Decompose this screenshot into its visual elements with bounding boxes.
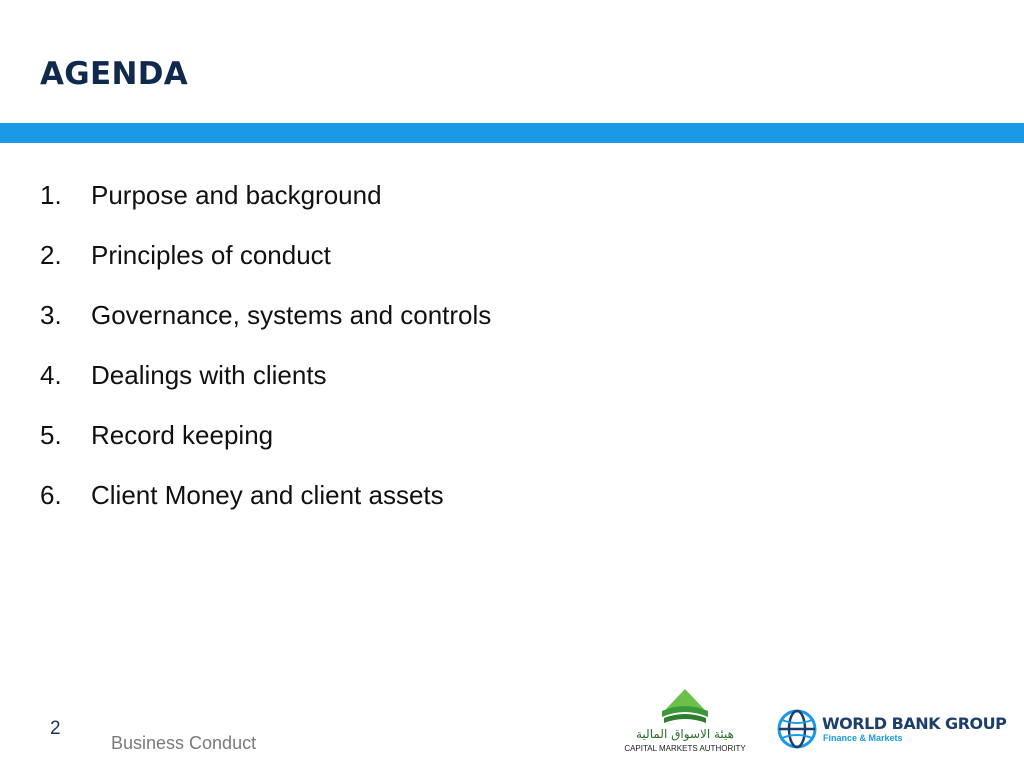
- agenda-item: [40, 300, 491, 360]
- wbg-name: WORLD BANK GROUP: [822, 714, 1007, 733]
- capital-markets-authority-logo: [622, 687, 748, 757]
- agenda-item-number: 6.: [40, 480, 62, 510]
- agenda-item: [40, 180, 491, 240]
- agenda-item-text: Client Money and client assets: [91, 480, 444, 510]
- agenda-item-text: Governance, systems and controls: [91, 300, 492, 330]
- agenda-item: [40, 480, 491, 540]
- agenda-item: [40, 420, 491, 480]
- cma-emblem-icon: [622, 687, 748, 727]
- footer-text: Business Conduct: [111, 733, 257, 753]
- agenda-item-text: Record keeping: [91, 420, 274, 450]
- agenda-item-number: 4.: [40, 360, 62, 390]
- page-number: 2: [50, 718, 61, 739]
- world-bank-group-logo: [776, 706, 1007, 752]
- agenda-item: [40, 240, 491, 300]
- agenda-item-number: 3.: [40, 300, 62, 330]
- wbg-subtitle: Finance & Markets: [823, 733, 903, 743]
- agenda-item-text: Dealings with clients: [91, 360, 327, 390]
- agenda-item-number: 1.: [40, 180, 62, 210]
- agenda-item: [40, 360, 491, 420]
- slide-title: AGENDA: [40, 56, 189, 92]
- globe-icon: [776, 708, 818, 750]
- cma-english-name: CAPITAL MARKETS AUTHORITY: [624, 744, 746, 753]
- accent-band: [0, 123, 1024, 143]
- agenda-item-number: 5.: [40, 420, 62, 450]
- cma-arabic-name: هيئة الاسواق المالية: [635, 727, 734, 741]
- agenda-list: [40, 180, 491, 540]
- agenda-item-number: 2.: [40, 240, 62, 270]
- agenda-item-text: Principles of conduct: [91, 240, 331, 270]
- agenda-item-text: Purpose and background: [91, 180, 382, 210]
